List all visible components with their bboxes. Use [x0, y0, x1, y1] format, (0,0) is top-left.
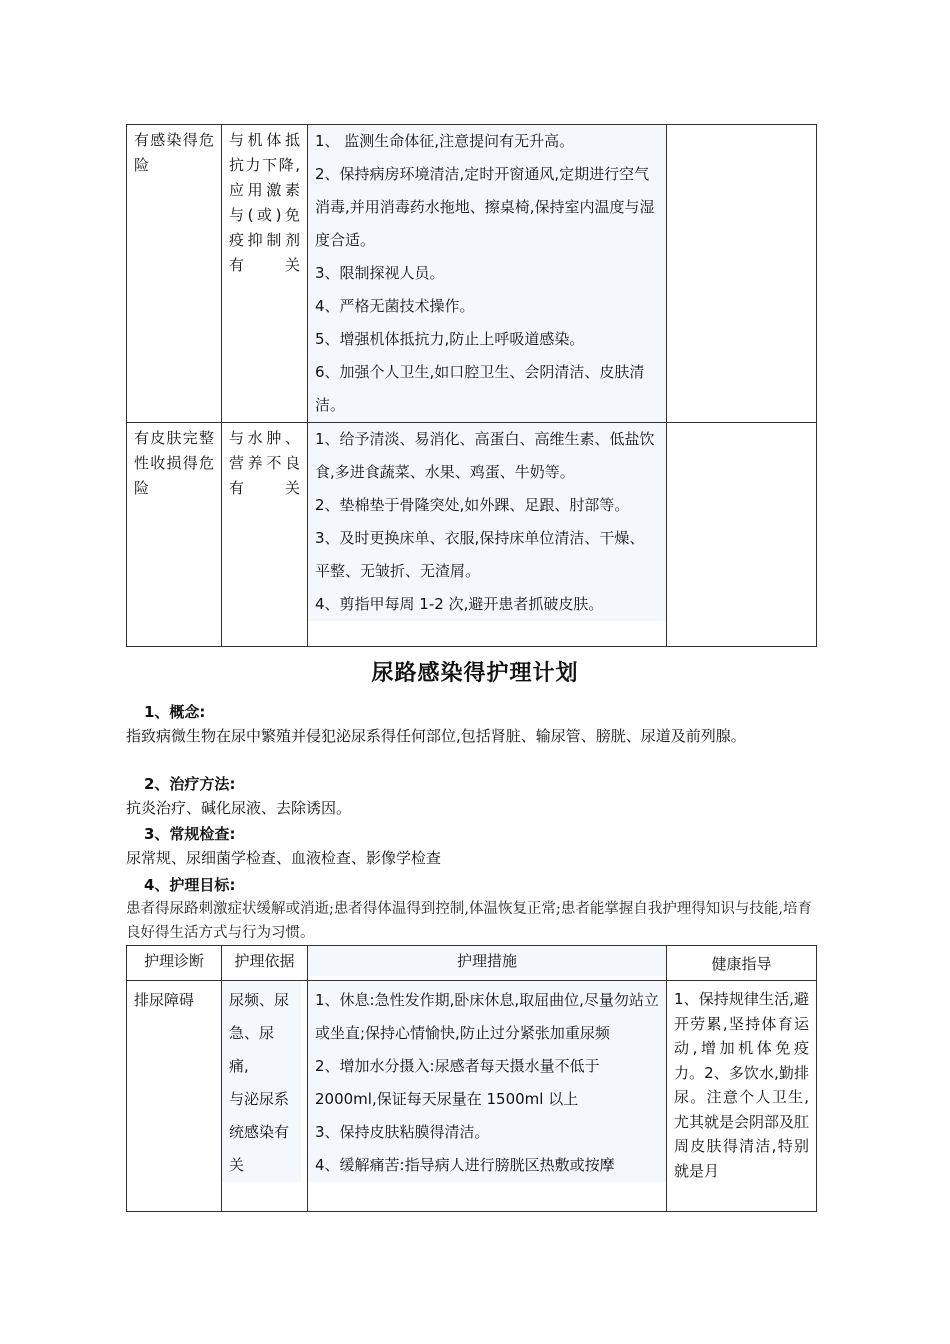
- measures-cell: [308, 423, 666, 621]
- measure-item: 4、剪指甲每周 1-2 次,避开患者抓破皮肤。: [315, 595, 604, 613]
- measures-cell: [308, 125, 666, 422]
- measure-item: 3、及时更换床单、衣服,保持床单位清洁、干燥、平整、无皱折、无渣屑。: [315, 529, 645, 580]
- section-treatment: [126, 772, 816, 820]
- section-concept: [126, 700, 816, 748]
- section-exams: [126, 822, 816, 870]
- measure-item: 4、严格无菌技术操作。: [315, 297, 475, 315]
- table-row: [127, 423, 817, 647]
- section-heading: 1、概念:: [144, 703, 206, 721]
- measure-item: 6、加强个人卫生,如口腔卫生、会阴清洁、皮肤清洁。: [315, 363, 645, 414]
- basis-line: 尿频、尿: [229, 991, 290, 1009]
- measure-item: 2、垫棉垫于骨隆突处,如外踝、足跟、肘部等。: [315, 496, 630, 514]
- measure-item: 1、给予清淡、易消化、高蛋白、高维生素、低盐饮食,多进食蔬菜、水果、鸡蛋、牛奶等。: [315, 430, 655, 481]
- header-diagnosis: 护理诊断: [143, 952, 204, 970]
- section-heading: 3、常规检查:: [144, 825, 236, 843]
- basis-cell: 与机体抵抗力下降,应用激素与(或)免疫抑制剂有关: [229, 131, 300, 274]
- section-text: 患者得尿路刺激症状缓解或消逝;患者得体温得到控制,体温恢复正常;患者能掌握自我护理得知识与技能,培育良好得生活方式与行为习惯。: [126, 901, 812, 941]
- basis-cell: [222, 981, 301, 1182]
- table-row: [127, 981, 817, 1212]
- care-plan-table-2: [126, 945, 817, 1212]
- care-plan-table-1: [126, 124, 817, 647]
- section-goals: [126, 873, 816, 945]
- basis-line: 痛,: [229, 1057, 249, 1075]
- measure-item: 4、缓解痛苦:指导病人进行膀胱区热敷或按摩: [315, 1156, 615, 1174]
- guidance-cell: 1、保持规律生活,避开劳累,坚持体育运动,增加机体免疫力。2、多饮水,勤排尿。注意个人卫生,尤其就是会阴部及肛周皮肤得清洁,特别就是月: [674, 990, 810, 1180]
- measure-item: 3、限制探视人员。: [315, 264, 445, 282]
- section-text: 指致病微生物在尿中繁殖并侵犯泌尿系得任何部位,包括肾脏、输尿管、膀胱、尿道及前列腺。: [126, 727, 746, 745]
- section-text: 抗炎治疗、碱化尿液、去除诱因。: [126, 799, 352, 817]
- measure-item: 1、 监测生命体征,注意提问有无升高。: [315, 132, 575, 150]
- header-measures: 护理措施: [308, 946, 666, 976]
- measure-item: 1、休息:急性发作期,卧床休息,取屈曲位,尽量勿站立或坐直;保持心情愉快,防止过分紧张加重尿频: [315, 991, 659, 1042]
- diagnosis-cell: 排尿障碍: [134, 991, 195, 1009]
- basis-line: 与泌尿系: [229, 1090, 290, 1108]
- basis-line: 急、尿: [229, 1024, 275, 1042]
- guidance-cell: [667, 125, 817, 423]
- measures-cell: [308, 981, 666, 1182]
- measure-item: 2、保持病房环境清洁,定时开窗通风,定期进行空气消毒,并用消毒药水拖地、擦桌椅,保持室内温度与湿度合适。: [315, 165, 655, 249]
- header-basis: 护理依据: [234, 952, 295, 970]
- basis-line: 关: [229, 1156, 245, 1174]
- table-row: [127, 125, 817, 423]
- section-text: 尿常规、尿细菌学检查、血液检查、影像学检查: [126, 849, 442, 867]
- section-heading: 2、治疗方法:: [144, 775, 236, 793]
- diagnosis-cell: 有皮肤完整性收损得危险: [134, 429, 214, 497]
- measure-item: 2、增加水分摄入:尿感者每天摄水量不低于 2000ml,保证每天尿量在 1500ml 以上: [315, 1057, 600, 1108]
- table-header-row: [127, 946, 817, 981]
- basis-line: 统感染有: [229, 1123, 290, 1141]
- measure-item: 5、增强机体抵抗力,防止上呼吸道感染。: [315, 330, 585, 348]
- page-title: 尿路感染得护理计划: [371, 661, 579, 686]
- diagnosis-cell: 有感染得危险: [134, 131, 214, 174]
- measure-item: 3、保持皮肤粘膜得清洁。: [315, 1123, 490, 1141]
- section-heading: 4、护理目标:: [144, 876, 236, 894]
- basis-cell: 与水肿、营养不良有关: [229, 429, 300, 497]
- guidance-cell: [667, 423, 817, 647]
- header-guidance: 健康指导: [711, 955, 772, 973]
